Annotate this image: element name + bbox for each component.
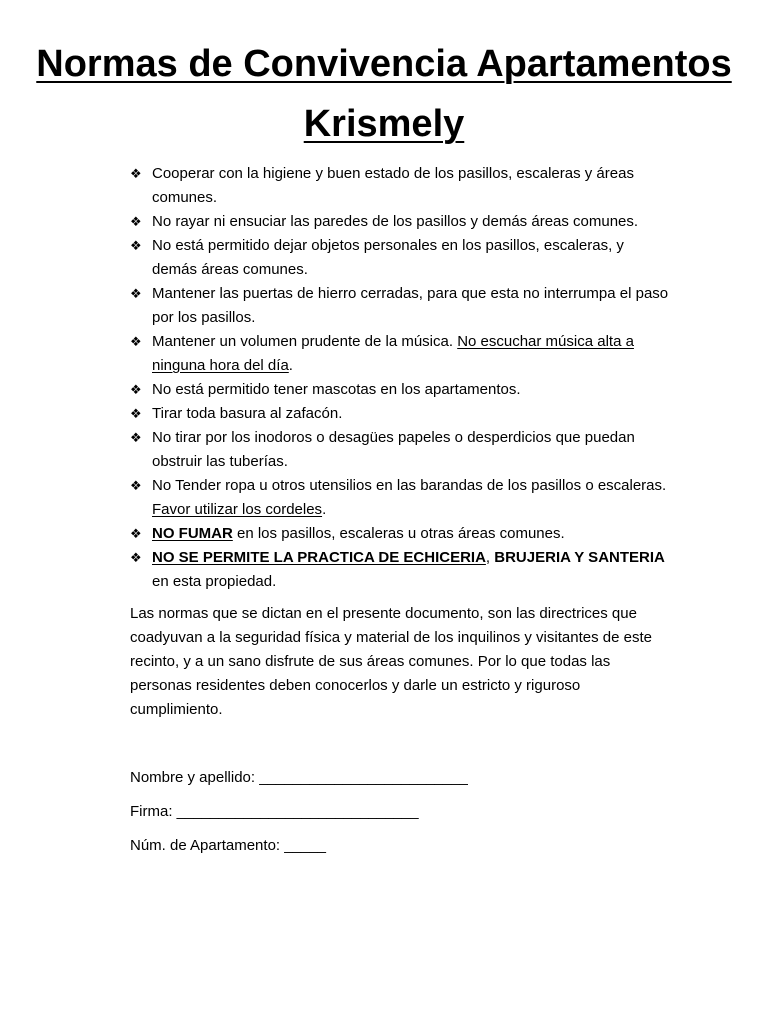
rule-item: ❖ No tirar por los inodoros o desagües papeles o desperdicios que puedan obstruir las tuberías. xyxy=(130,426,670,474)
diamond-bullet-icon: ❖ xyxy=(130,166,142,181)
diamond-bullet-icon: ❖ xyxy=(130,478,142,493)
rule-item: ❖ Mantener un volumen prudente de la música. No escuchar música alta a ninguna hora del día. xyxy=(130,330,670,378)
rule-item: ❖ Tirar toda basura al zafacón. xyxy=(130,402,670,426)
rule-item: ❖ NO FUMAR en los pasillos, escaleras u otras áreas comunes. xyxy=(130,522,670,546)
name-field: Nombre y apellido: _________________________ xyxy=(130,769,468,786)
closing-paragraph: Las normas que se dictan en el presente documento, son las directrices que coadyuvan a la seguridad física y material de los inquilinos y visitantes de este recinto, y a un sano disfrute de sus áreas comunes. Por lo que todas las personas residentes deben conocerlos y darle un estricto y riguroso cumplimiento. xyxy=(130,605,652,718)
diamond-bullet-icon: ❖ xyxy=(130,334,142,349)
diamond-bullet-icon: ❖ xyxy=(130,406,142,421)
diamond-bullet-icon: ❖ xyxy=(130,550,142,565)
rule-item: ❖ Cooperar con la higiene y buen estado de los pasillos, escaleras y áreas comunes. xyxy=(130,162,670,210)
rules-list xyxy=(130,162,670,594)
signature-field: Firma: _____________________________ xyxy=(130,803,419,820)
diamond-bullet-icon: ❖ xyxy=(130,286,142,301)
diamond-bullet-icon: ❖ xyxy=(130,526,142,541)
apartment-number-field: Núm. de Apartamento: _____ xyxy=(130,837,326,854)
rule-item: ❖ NO SE PERMITE LA PRACTICA DE ECHICERIA, BRUJERIA Y SANTERIA en esta propiedad. xyxy=(130,546,670,594)
rule-item: ❖ Mantener las puertas de hierro cerradas, para que esta no interrumpa el paso por los pasillos. xyxy=(130,282,670,330)
rule-item: ❖ No está permitido tener mascotas en los apartamentos. xyxy=(130,378,670,402)
rule-item: ❖ No está permitido dejar objetos personales en los pasillos, escaleras, y demás áreas comunes. xyxy=(130,234,670,282)
diamond-bullet-icon: ❖ xyxy=(130,238,142,253)
document-title-line-2: Krismely xyxy=(303,103,465,145)
rule-item: ❖ No rayar ni ensuciar las paredes de los pasillos y demás áreas comunes. xyxy=(130,210,670,234)
diamond-bullet-icon: ❖ xyxy=(130,382,142,397)
diamond-bullet-icon: ❖ xyxy=(130,430,142,445)
rule-item: ❖ No Tender ropa u otros utensilios en las barandas de los pasillos o escaleras. Favor utilizar los cordeles. xyxy=(130,474,670,522)
diamond-bullet-icon: ❖ xyxy=(130,214,142,229)
document-title: Normas de Convivencia Apartamentos xyxy=(36,43,732,85)
